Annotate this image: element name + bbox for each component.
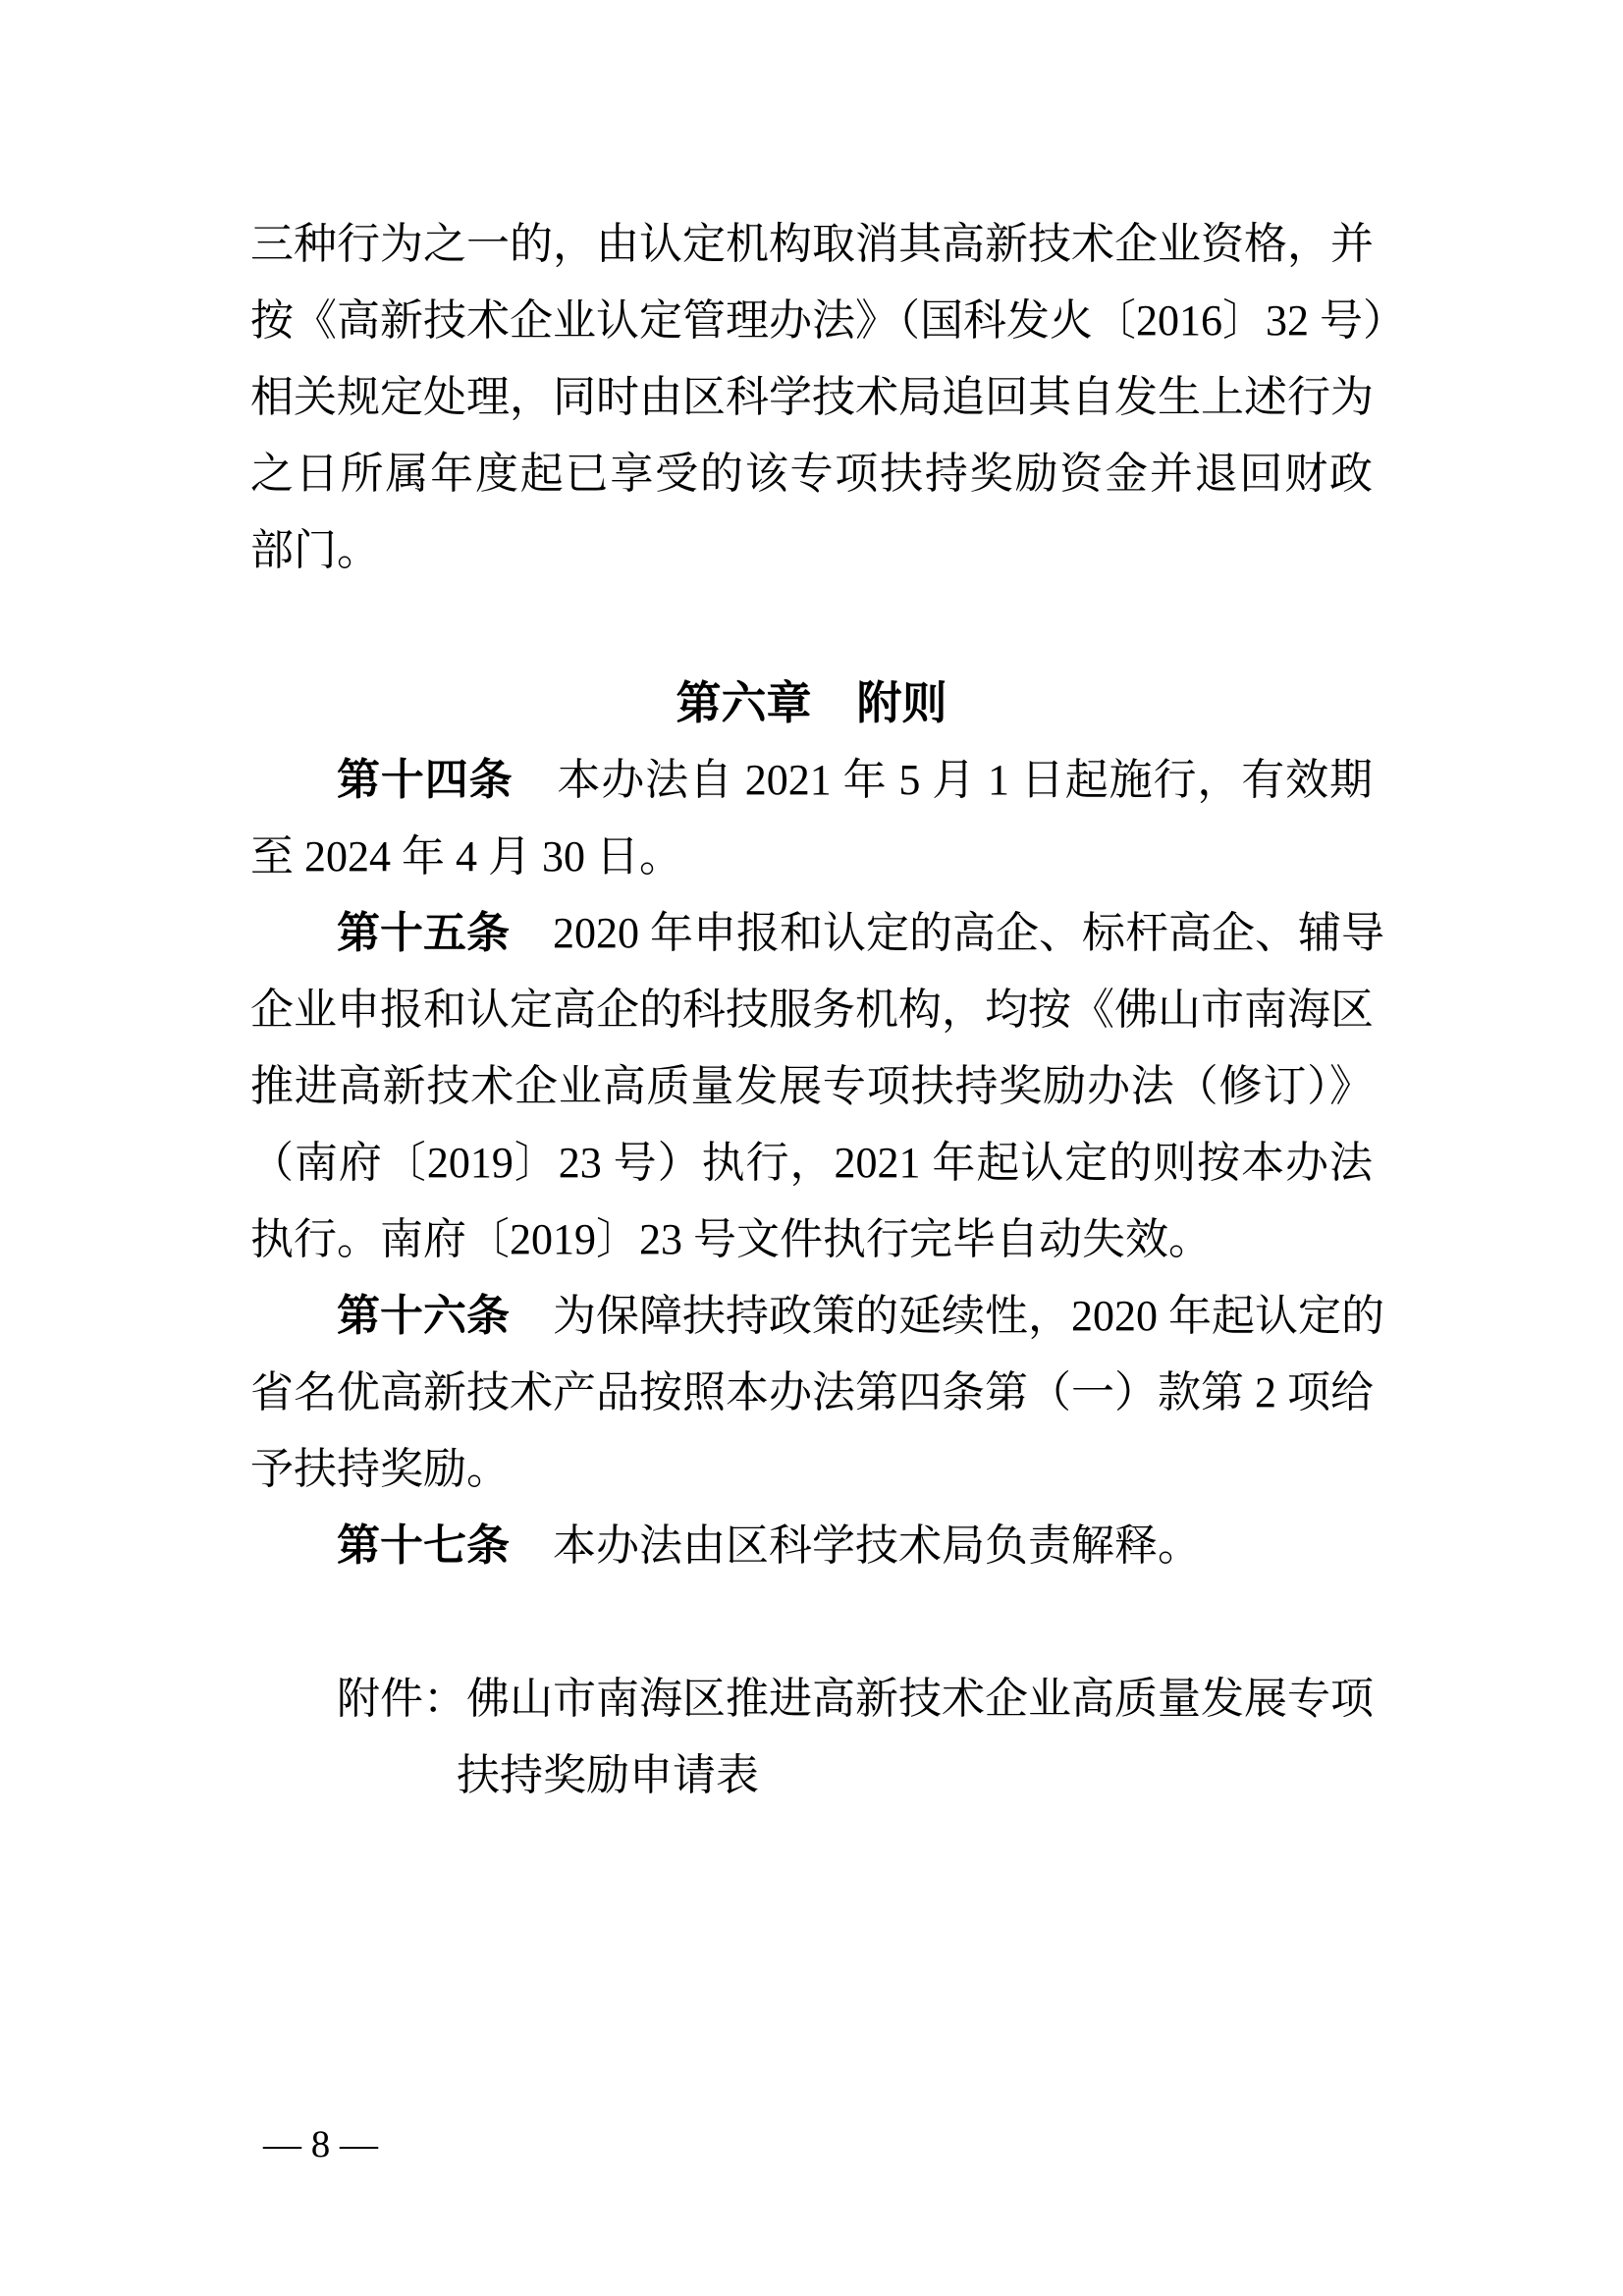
line-text: 省名优高新技术产品按照本办法第四条第（一）款第 2 项给 bbox=[250, 1368, 1374, 1416]
text-line bbox=[250, 206, 1373, 283]
text-line bbox=[250, 436, 1373, 512]
text-line bbox=[250, 359, 1373, 436]
line-text: 为保障扶持政策的延续性，2020 年起认定的 bbox=[510, 1292, 1384, 1340]
line-text: 2020 年申报和认定的高企、标杆高企、辅导 bbox=[510, 909, 1384, 957]
text-line bbox=[250, 742, 1373, 819]
line-text: 至 2024 年 4 月 30 日。 bbox=[250, 832, 682, 881]
article-label: 第十六条 bbox=[337, 1292, 510, 1340]
text-line bbox=[250, 895, 1384, 972]
line-text: 执行。南府〔2019〕23 号文件执行完毕自动失效。 bbox=[250, 1215, 1212, 1263]
text-line bbox=[250, 819, 1373, 895]
text-line bbox=[250, 1125, 1373, 1201]
line-text: 部门。 bbox=[250, 526, 380, 574]
text-line bbox=[250, 1048, 1373, 1125]
text-line bbox=[250, 1355, 1373, 1431]
text-line bbox=[250, 283, 1406, 359]
line-text: （南府〔2019〕23 号）执行，2021 年起认定的则按本办法 bbox=[250, 1139, 1373, 1187]
text-line bbox=[250, 1508, 1373, 1584]
text-line bbox=[250, 1431, 1373, 1508]
line-text: 相关规定处理，同时由区科学技术局追回其自发生上述行为 bbox=[250, 373, 1374, 421]
blank-line bbox=[250, 1584, 1373, 1661]
text-line bbox=[250, 1201, 1373, 1278]
line-text: 本办法由区科学技术局负责解释。 bbox=[510, 1522, 1201, 1570]
text-line bbox=[250, 1661, 1373, 1737]
document-body bbox=[250, 206, 1406, 1814]
line-text: 企业申报和认定高企的科技服务机构，均按《佛山市南海区 bbox=[250, 986, 1374, 1034]
chapter-heading-text: 第六章 附则 bbox=[676, 678, 947, 728]
chapter-heading bbox=[250, 666, 1373, 742]
attachment-label: 附件： bbox=[337, 1675, 466, 1723]
line-text: 推进高新技术企业高质量发展专项扶持奖励办法（修订）》 bbox=[250, 1062, 1373, 1110]
line-text: 按《高新技术企业认定管理办法》（国科发火〔2016〕32 号） bbox=[250, 296, 1406, 345]
blank-line bbox=[250, 589, 1373, 666]
article-label: 第十四条 bbox=[337, 756, 514, 804]
article-label: 第十五条 bbox=[337, 909, 510, 957]
text-line bbox=[250, 1278, 1384, 1355]
text-line bbox=[250, 972, 1373, 1048]
line-text: 予扶持奖励。 bbox=[250, 1445, 510, 1493]
page-number: — 8 — bbox=[263, 2123, 378, 2165]
line-text: 之日所属年度起已享受的该专项扶持奖励资金并退回财政 bbox=[250, 450, 1373, 498]
article-label: 第十七条 bbox=[337, 1522, 510, 1570]
line-text: 佛山市南海区推进高新技术企业高质量发展专项 bbox=[466, 1675, 1374, 1723]
text-line bbox=[250, 512, 1373, 589]
line-text: 三种行为之一的，由认定机构取消其高新技术企业资格，并 bbox=[250, 220, 1374, 268]
line-text: 本办法自 2021 年 5 月 1 日起施行，有效期 bbox=[513, 756, 1373, 804]
line-text: 扶持奖励申请表 bbox=[457, 1751, 759, 1799]
text-line bbox=[250, 1737, 1373, 1814]
